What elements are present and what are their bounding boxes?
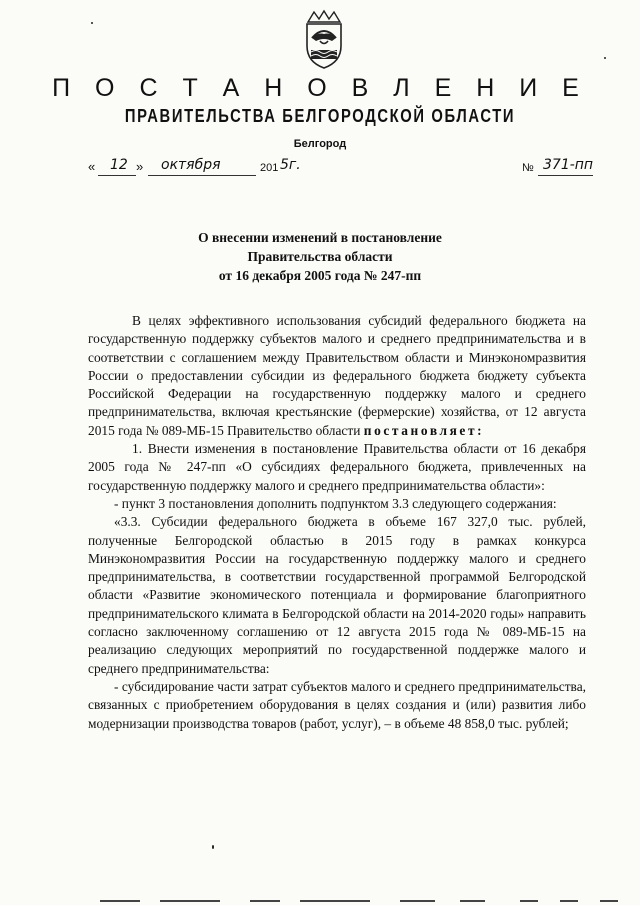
paragraph-item-1-point: - пункт 3 постановления дополнить подпунктом 3.3 следующего содержания:: [114, 495, 557, 511]
document-body: [88, 312, 586, 733]
paragraph-preamble: [88, 312, 586, 440]
scan-artifact: [91, 22, 93, 24]
date-month-underline: [148, 175, 256, 176]
paragraph-item-1: 1. Внести изменения в постановление Правительства области от 16 декабря 2005 года № 247-пп «О субсидиях федерального бюджета, привлеченных на государственную поддержку малого и среднего предпринимательства области»:: [88, 441, 586, 493]
resolution-verb: постановляет:: [363, 422, 485, 438]
heading-line-3: от 16 декабря 2005 года № 247-пп: [218, 268, 422, 283]
preamble-text: В целях эффективного использования субсидий федерального бюджета на государственную поддержку субъектов малого и среднего предпринимательства и в соответствии с соглашением между Правительством области и Минэкономразвития России о предоставлении субсидии из федерального бюджета бюджету субъекта Российской Федерации на государственную поддержку малого и среднего предпринимательства, включая крестьянские (фермерские) хозяйства, от 12 августа 2015 года № 089-МБ-15 Правительство области: [88, 313, 586, 438]
date-day: 12: [110, 157, 128, 173]
paragraph-subpoint-3-3: «3.3. Субсидии федерального бюджета в объеме 167 327,0 тыс. рублей, полученные Белгородской областью в 2015 году в рамках конкурса Минэкономразвития России на государственную поддержку малого и среднего предпринимательства, в соответствии государственной программой Белгородской области «Развитие экономического потенциала и формирование благоприятного предпринимательского климата в Белгородской области на 2014-2020 годы» направить согласно заключенному соглашению от 12 августа 2015 года № 089-МБ-15 на реализацию следующих мероприятий по государственной поддержке малого и среднего предпринимательства:: [88, 514, 586, 676]
scan-border: [460, 900, 485, 902]
scan-border: [520, 900, 538, 902]
date-close-quote: »: [136, 159, 144, 174]
paragraph-subsidy-item: - субсидирование части затрат субъектов малого и среднего предпринимательства, связанных с приобретением оборудования в целях создания и (или) развития либо модернизации производства товаров (работ, услуг), – в объеме 48 858,0 тыс. рублей;: [88, 678, 586, 731]
scan-border: [600, 900, 618, 902]
scan-border: [160, 900, 220, 902]
date-day-underline: [98, 175, 136, 176]
belgorod-coat-of-arms-icon: [298, 8, 350, 70]
scan-border: [250, 900, 280, 902]
date-year-prefix: 201: [260, 162, 279, 174]
scan-border: [560, 900, 578, 902]
scan-border: [100, 900, 140, 902]
number-underline: [538, 175, 593, 176]
number-label: №: [522, 162, 534, 174]
document-heading: [0, 228, 640, 285]
scan-border: [400, 900, 435, 902]
document-city: Белгород: [293, 138, 347, 150]
date-month: октября: [161, 157, 221, 173]
date-year-suffix: 5г.: [280, 157, 301, 173]
scan-artifact: [604, 57, 606, 59]
heading-line-2: Правительства области: [247, 249, 393, 264]
scan-artifact: [212, 845, 214, 849]
dateline: [88, 157, 593, 179]
document-issuer: ПРАВИТЕЛЬСТВА БЕЛГОРОДСКОЙ ОБЛАСТИ: [124, 106, 516, 126]
heading-line-1: О внесении изменений в постановление: [198, 230, 442, 245]
date-open-quote: «: [88, 159, 96, 174]
document-number: 371-пп: [543, 157, 594, 173]
scan-border: [300, 900, 370, 902]
document-title: П О С Т А Н О В Л Е Н И Е: [52, 74, 588, 102]
